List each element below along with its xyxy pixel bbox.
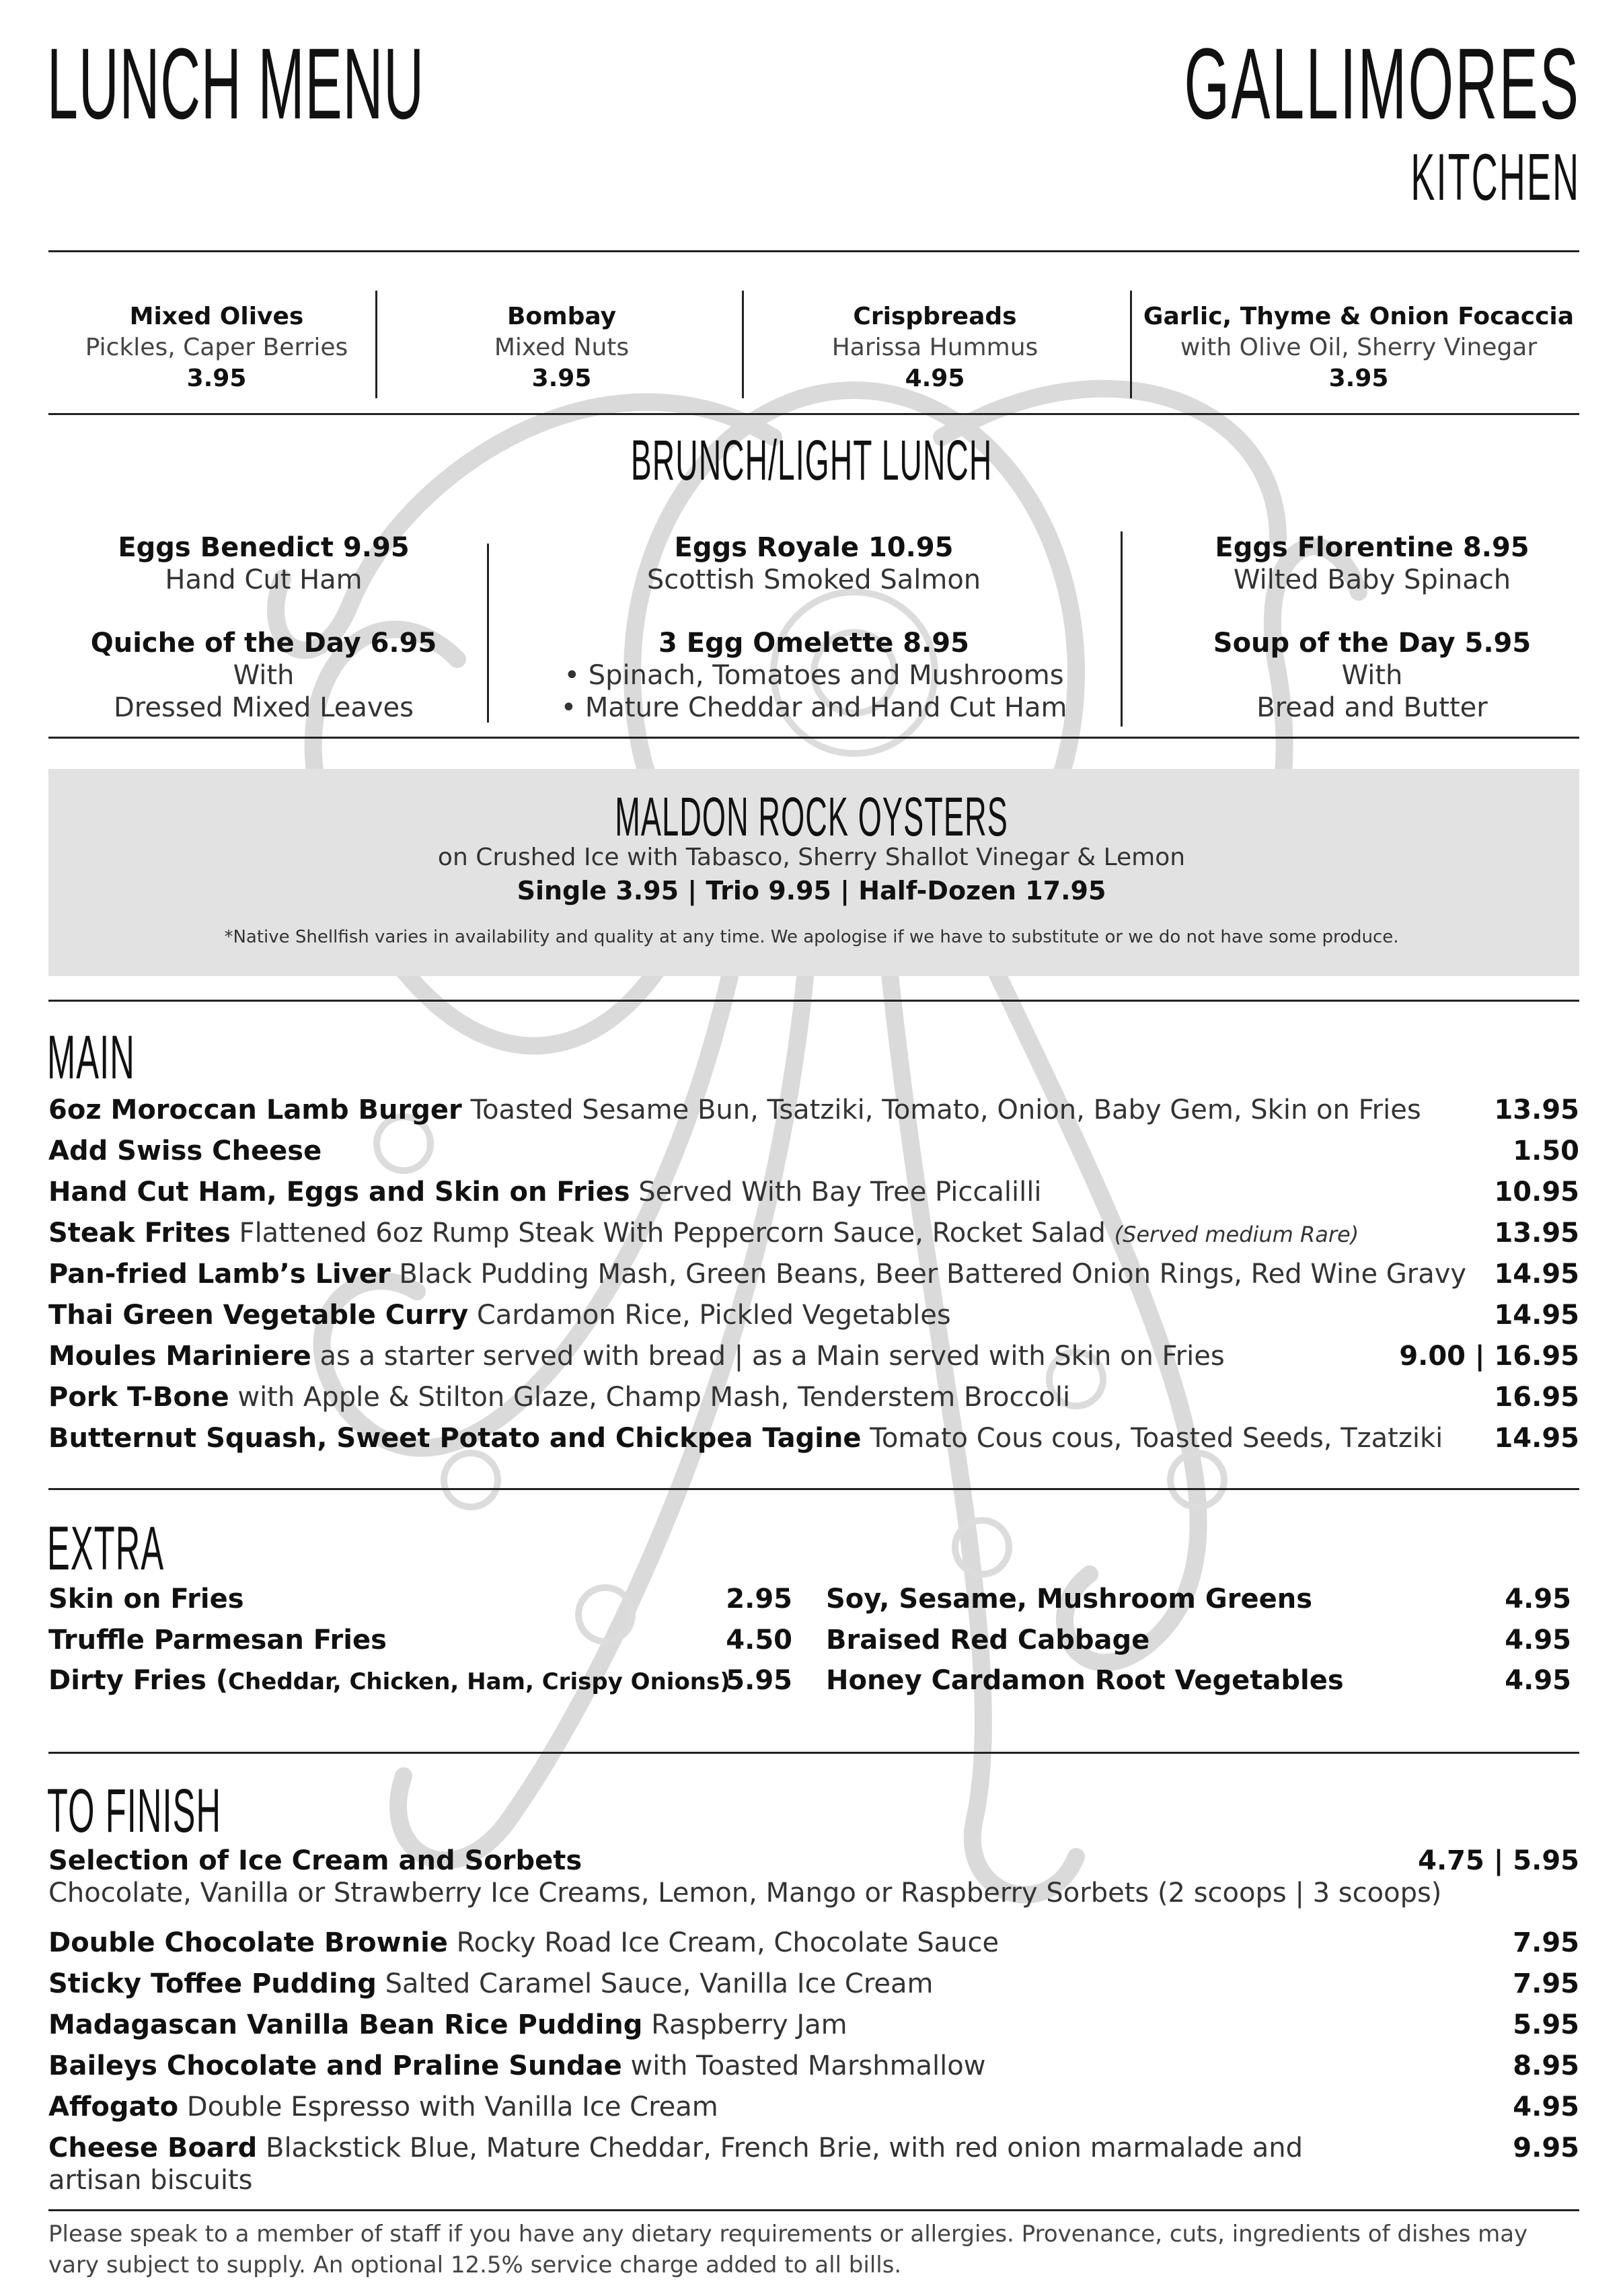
menu-title: LUNCH MENU [47,27,425,140]
divider [48,250,1579,252]
oyster-desc: on Crushed Ice with Tabasco, Sherry Shallot Vinegar & Lemon [437,844,1186,871]
brunch-desc: With [1341,660,1403,691]
item-price: 4.95 [1513,2091,1579,2122]
section-title: EXTRA [47,1514,165,1583]
divider [487,544,489,723]
brunch-item [498,531,1130,596]
extra-name: Honey Cardamon Root Vegetables [826,1665,1344,1696]
menu-item [48,1217,1579,1251]
extra-item [826,1664,1571,1697]
item-name: Baileys Chocolate and Praline Sundae [48,2050,622,2081]
snack-name: Garlic, Thyme & Onion Focaccia [1143,303,1575,330]
item-price: 13.95 [1494,1218,1579,1249]
dessert-item [48,1927,1579,1959]
snack-desc: Harissa Hummus [831,334,1039,361]
section-title: MAIN [47,1023,135,1092]
item-name: Double Chocolate Brownie [48,1927,448,1958]
extra-item [826,1583,1571,1615]
brunch-desc: With [233,660,295,691]
snack-item [747,301,1123,394]
item-name: Steak Frites [48,1218,231,1249]
item-name: 6oz Moroccan Lamb Burger [48,1095,462,1125]
dessert-item [48,1845,1579,1909]
snack-desc: with Olive Oil, Sherry Vinegar [1180,334,1538,361]
extra-detail: Cheddar, Chicken, Ham, Crispy Onions) [228,1668,730,1695]
brunch-name: Quiche of the Day 6.95 [90,628,437,659]
item-desc: Served With Bay Tree Piccalilli [630,1177,1042,1208]
brunch-desc: Wilted Baby Spinach [1233,564,1511,595]
item-price: 7.95 [1513,1968,1579,1999]
extra-price: 4.95 [1505,1625,1571,1656]
snack-price: 4.95 [905,365,965,392]
snack-item [48,301,385,394]
item-name: Moules Mariniere [48,1341,311,1372]
brunch-heading [0,428,1623,493]
divider [742,291,744,398]
item-name: Sticky Toffee Pudding [48,1968,377,1999]
brunch-name: Soup of the Day 5.95 [1213,628,1532,659]
item-desc: Salted Caramel Sauce, Vanilla Ice Cream [376,1968,934,1999]
brunch-item [1137,531,1608,596]
item-desc: with Apple & Stilton Glaze, Champ Mash, Tenderstem Broccoli [229,1382,1071,1413]
extra-name: Braised Red Cabbage [826,1625,1150,1656]
brunch-desc: Hand Cut Ham [165,564,363,595]
brand-name: GALLIMORES [1184,27,1580,140]
oyster-prices: Single 3.95 | Trio 9.95 | Half-Dozen 17.95 [517,876,1106,905]
item-desc: Cardamon Rice, Pickled Vegetables [468,1300,951,1331]
dessert-item [48,2091,1579,2123]
brunch-desc: • Mature Cheddar and Hand Cut Ham [560,692,1067,723]
item-desc: Raspberry Jam [642,2009,847,2040]
snack-name: Crispbreads [853,303,1017,330]
extra-item [48,1624,792,1656]
item-desc: as a starter served with bread | as a Main served with Skin on Fries [311,1341,1225,1372]
snack-item [383,301,740,394]
brunch-name: 3 Egg Omelette 8.95 [658,628,969,659]
item-name: Selection of Ice Cream and Sorbets [48,1845,582,1876]
divider [48,737,1579,739]
extra-price: 5.95 [726,1665,792,1696]
brand-subtitle: KITCHEN [1410,140,1580,214]
oyster-note: *Native Shellfish varies in availability and quality at any time. We apologise if we have to substitute or we do not have some produce. [224,927,1399,947]
item-note: (Served medium Rare) [1114,1222,1359,1247]
item-name: Pork T-Bone [48,1382,229,1413]
dessert-item [48,2050,1579,2082]
item-name: Pan-fried Lamb’s Liver [48,1259,391,1290]
item-price: 14.95 [1494,1259,1579,1290]
item-name: Cheese Board [48,2133,258,2163]
item-name: Add Swiss Cheese [48,1136,322,1166]
brunch-item [48,627,479,724]
menu-item [48,1422,1579,1456]
brunch-name: Eggs Benedict 9.95 [118,532,410,563]
brunch-item [1137,627,1608,724]
snack-price: 3.95 [531,365,592,392]
item-price: 14.95 [1494,1423,1579,1454]
menu-item [48,1094,1579,1127]
snack-item [1137,301,1581,394]
snack-name: Mixed Olives [129,303,304,330]
item-name: Madagascan Vanilla Bean Rice Pudding [48,2009,643,2040]
item-price: 5.95 [1513,2009,1579,2040]
section-title: MALDON ROCK OYSTERS [615,786,1008,848]
menu-item [48,1258,1579,1292]
item-price: 9.95 [1513,2133,1579,2163]
extra-price: 2.95 [726,1584,792,1615]
item-name: Affogato [48,2091,179,2122]
item-name: Thai Green Vegetable Curry [48,1300,469,1331]
item-price: 1.50 [1513,1136,1579,1166]
extra-name: Skin on Fries [48,1584,244,1615]
item-desc: Black Pudding Mash, Green Beans, Beer Battered Onion Rings, Red Wine Gravy [390,1259,1467,1290]
brand-logo [897,26,1580,215]
item-price: 9.00 | 16.95 [1399,1341,1579,1372]
footer-note: Please speak to a member of staff if you have any dietary requirements or allergies. Provenance, cuts, ingredients of dishes may vary subject to supply. An optional 12.5% service charge added to all bills. [48,2221,1528,2279]
extra-price: 4.95 [1505,1665,1571,1696]
menu-item [48,1299,1579,1333]
dessert-item [48,1968,1579,2000]
section-title: BRUNCH/LIGHT LUNCH [630,429,993,492]
brunch-name: Eggs Florentine 8.95 [1215,532,1530,563]
menu-item [48,1340,1579,1374]
menu-item [48,1381,1579,1415]
extra-item [48,1664,792,1698]
item-desc: Rocky Road Ice Cream, Chocolate Sauce [447,1927,999,1958]
extra-name: Truffle Parmesan Fries [48,1625,387,1656]
snack-desc: Mixed Nuts [494,334,630,361]
brunch-item [498,627,1130,724]
divider [1121,531,1123,727]
item-price: 10.95 [1494,1177,1579,1208]
divider [375,291,377,398]
divider [48,2209,1579,2211]
section-title: TO FINISH [47,1777,222,1845]
item-desc: Flattened 6oz Rump Steak With Peppercorn Sauce, Rocket Salad [230,1218,1115,1249]
snack-price: 3.95 [1328,365,1389,392]
extra-price: 4.95 [1505,1584,1571,1615]
divider [48,1488,1579,1490]
divider [48,1752,1579,1754]
brunch-name: Eggs Royale 10.95 [674,532,954,563]
item-price: 8.95 [1513,2050,1579,2081]
divider [48,1000,1579,1002]
menu-item [48,1135,1579,1169]
item-price: 7.95 [1513,1927,1579,1958]
item-price: 14.95 [1494,1300,1579,1331]
brunch-desc: Scottish Smoked Salmon [646,564,981,595]
extra-name: Soy, Sesame, Mushroom Greens [826,1584,1313,1615]
brunch-desc: Dressed Mixed Leaves [114,692,414,723]
item-desc: with Toasted Marshmallow [621,2050,986,2081]
extra-name: Dirty Fries ( [48,1665,229,1696]
item-desc: Tomato Cous cous, Toasted Seeds, Tzatziki [861,1423,1443,1454]
extra-item [48,1583,792,1615]
divider [1130,291,1132,398]
dessert-item [48,2009,1579,2041]
item-desc: Double Espresso with Vanilla Ice Cream [178,2091,718,2122]
item-price: 13.95 [1494,1095,1579,1125]
item-name: Butternut Squash, Sweet Potato and Chickpea Tagine [48,1423,862,1454]
item-desc: Blackstick Blue, Mature Cheddar, French Brie, with red onion marmalade and [257,2133,1304,2163]
item-desc-line2: Chocolate, Vanilla or Strawberry Ice Creams, Lemon, Mango or Raspberry Sorbets (2 scoops | 3 scoops) [48,1878,1442,1909]
menu-item [48,1176,1579,1210]
item-desc: Toasted Sesame Bun, Tsatziki, Tomato, Onion, Baby Gem, Skin on Fries [461,1095,1421,1125]
item-desc-line2: artisan biscuits [48,2165,253,2196]
brunch-desc: • Spinach, Tomatoes and Mushrooms [564,660,1064,691]
dessert-item [48,2132,1579,2196]
item-name: Hand Cut Ham, Eggs and Skin on Fries [48,1177,630,1208]
snack-price: 3.95 [186,365,247,392]
item-price: 16.95 [1494,1382,1579,1413]
brunch-item [48,531,479,596]
divider [48,413,1579,415]
extra-price: 4.50 [726,1625,792,1656]
item-price: 4.75 | 5.95 [1418,1845,1579,1876]
snack-desc: Pickles, Caper Berries [85,334,348,361]
oyster-heading [0,786,1623,849]
brunch-desc: Bread and Butter [1256,692,1488,723]
snack-name: Bombay [506,303,617,330]
extra-item [826,1624,1571,1656]
